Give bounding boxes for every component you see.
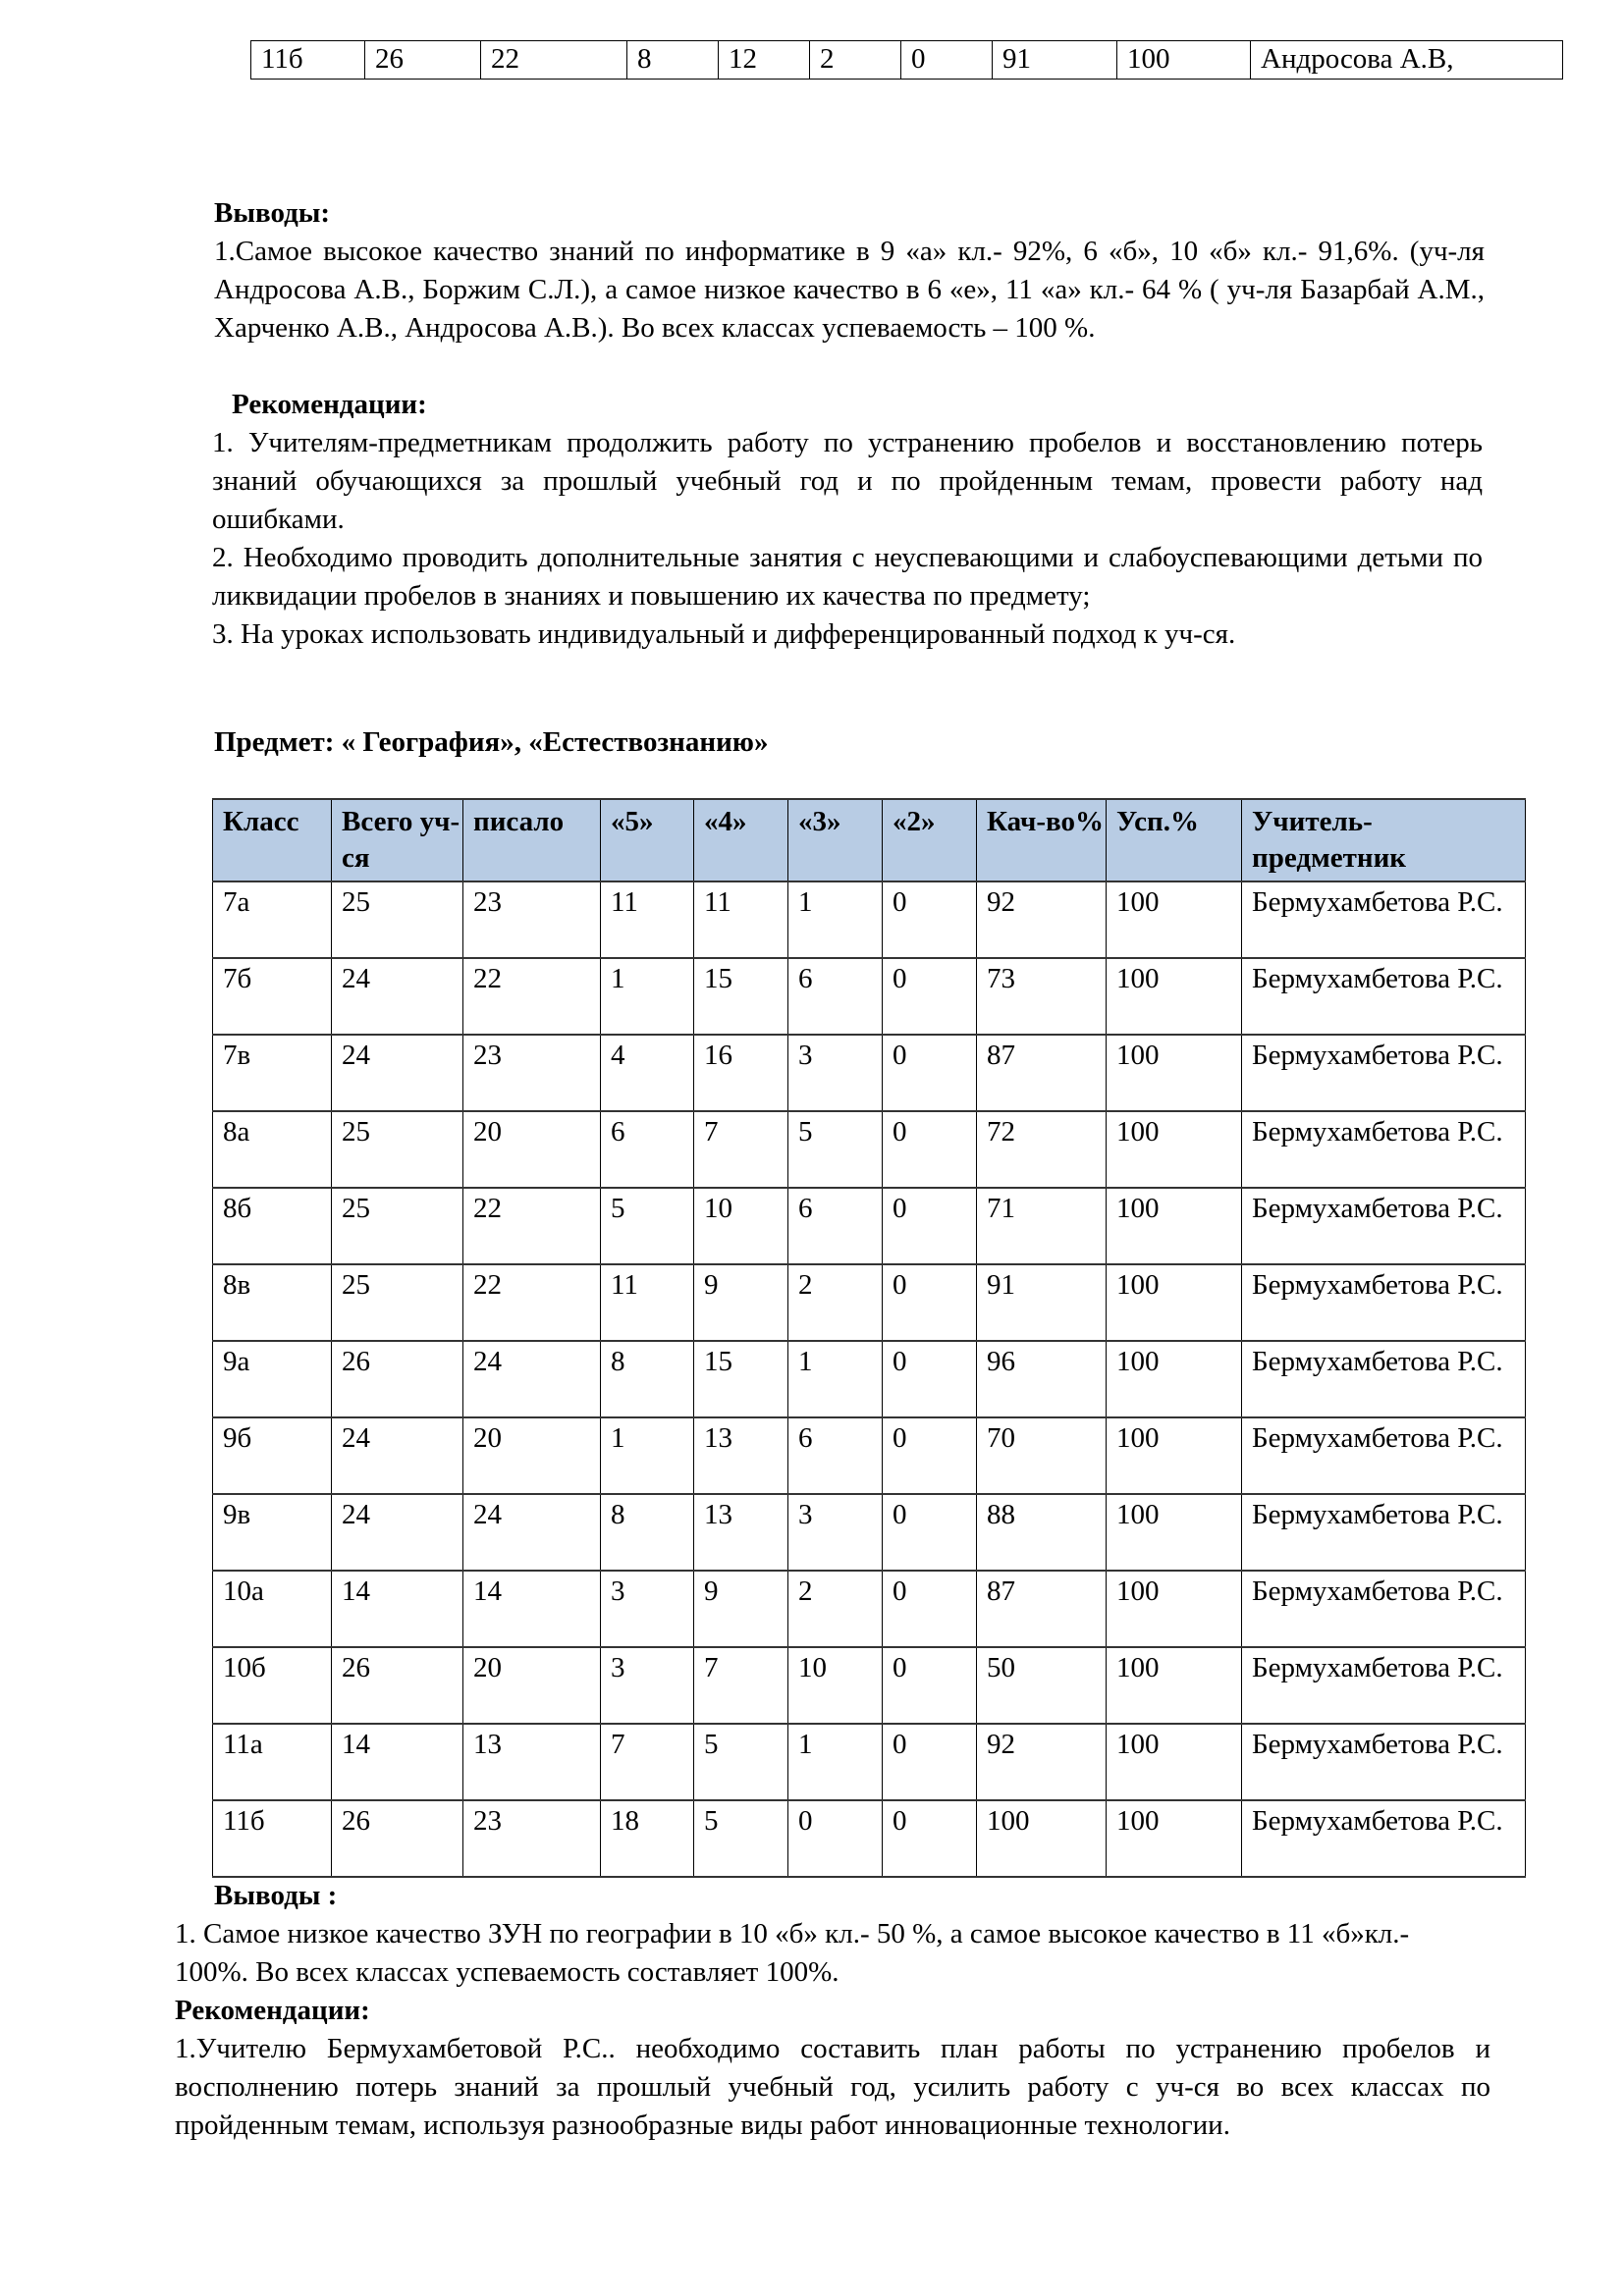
header-success: Усп.% <box>1107 799 1242 881</box>
cell-grade2: 0 <box>883 1494 977 1571</box>
cell-grade3: 1 <box>788 1341 883 1417</box>
cell-total: 25 <box>332 881 463 958</box>
cell-grade2: 0 <box>883 1035 977 1111</box>
cell-teacher: Бермухамбетова Р.С. <box>1242 1571 1526 1647</box>
cell-quality: 96 <box>977 1341 1107 1417</box>
table-header-row <box>213 799 1526 881</box>
cell-success: 100 <box>1107 1188 1242 1264</box>
cell-grade4: 9 <box>694 1264 788 1341</box>
cell-wrote: 22 <box>463 958 601 1035</box>
cell-teacher: Бермухамбетова Р.С. <box>1242 1111 1526 1188</box>
subject-heading: Предмет: « География», «Естествознанию» <box>214 726 769 758</box>
cell-total: 26 <box>332 1647 463 1724</box>
cell-grade4: 13 <box>694 1417 788 1494</box>
cell-grade4: 9 <box>694 1571 788 1647</box>
cell-grade4: 5 <box>694 1724 788 1800</box>
cell-class: 10б <box>213 1647 332 1724</box>
header-grade3: «3» <box>788 799 883 881</box>
cell-grade5: 5 <box>601 1188 694 1264</box>
conclusions-heading: Выводы: <box>214 197 331 229</box>
cell-wrote: 22 <box>463 1188 601 1264</box>
cell-grade3: 6 <box>788 1188 883 1264</box>
cell-class: 11а <box>213 1724 332 1800</box>
cell-teacher: Бермухамбетова Р.С. <box>1242 958 1526 1035</box>
cell-grade3: 2 <box>788 1571 883 1647</box>
table-row <box>213 1800 1526 1877</box>
cell-grade3: 5 <box>788 1111 883 1188</box>
cell-grade5: 1 <box>601 958 694 1035</box>
cell-grade2: 0 <box>883 1571 977 1647</box>
cell-class: 8в <box>213 1264 332 1341</box>
cell-grade5: 8 <box>601 1341 694 1417</box>
cell-grade3: 6 <box>788 958 883 1035</box>
header-total: Всего уч-ся <box>332 799 463 881</box>
table-row <box>213 1188 1526 1264</box>
table-row <box>213 1111 1526 1188</box>
cell-grade3: 3 <box>788 1494 883 1571</box>
section1-conclusions <box>214 194 1485 347</box>
cell-grade2: 0 <box>883 1724 977 1800</box>
cell-class: 11б <box>251 41 365 80</box>
table-row <box>251 41 1563 80</box>
cell-quality: 72 <box>977 1111 1107 1188</box>
cell-class: 9б <box>213 1417 332 1494</box>
table-row <box>213 1494 1526 1571</box>
cell-wrote: 22 <box>463 1264 601 1341</box>
cell-grade5: 1 <box>601 1417 694 1494</box>
cell-wrote: 13 <box>463 1724 601 1800</box>
cell-grade4: 16 <box>694 1035 788 1111</box>
cell-teacher: Бермухамбетова Р.С. <box>1242 1341 1526 1417</box>
table-row <box>213 1264 1526 1341</box>
cell-grade3: 1 <box>788 1724 883 1800</box>
cell-wrote: 23 <box>463 1800 601 1877</box>
cell-success: 100 <box>1107 1494 1242 1571</box>
cell-grade4: 7 <box>694 1111 788 1188</box>
cell-quality: 91 <box>977 1264 1107 1341</box>
cell-grade3: 2 <box>788 1264 883 1341</box>
section1-recommendations <box>212 386 1483 654</box>
cell-wrote: 14 <box>463 1571 601 1647</box>
cell-class: 7в <box>213 1035 332 1111</box>
cell-success: 100 <box>1107 1341 1242 1417</box>
cell-success: 100 <box>1107 1724 1242 1800</box>
cell-success: 100 <box>1117 41 1251 80</box>
recommendation-item: 1. Учителям-предметникам продолжить работу по устранению пробелов и восстановлению потерь знаний обучающихся за прошлый учебный год и по пройденным темам, провести работу над ошибками. <box>212 427 1483 535</box>
cell-grade5: 11 <box>601 881 694 958</box>
cell-grade5: 3 <box>601 1571 694 1647</box>
cell-grade3: 1 <box>788 881 883 958</box>
cell-quality: 70 <box>977 1417 1107 1494</box>
cell-class: 8а <box>213 1111 332 1188</box>
cell-success: 100 <box>1107 1264 1242 1341</box>
table-row <box>213 1417 1526 1494</box>
cell-wrote: 22 <box>481 41 627 80</box>
table-row <box>213 958 1526 1035</box>
cell-grade3: 3 <box>788 1035 883 1111</box>
conclusions-heading: Выводы : <box>214 1880 338 1911</box>
table-row <box>213 881 1526 958</box>
cell-success: 100 <box>1107 1571 1242 1647</box>
cell-grade4: 11 <box>694 881 788 958</box>
table-body <box>213 881 1526 1877</box>
recommendations-heading: Рекомендации: <box>232 389 427 420</box>
cell-success: 100 <box>1107 958 1242 1035</box>
cell-class: 8б <box>213 1188 332 1264</box>
cell-grade5: 18 <box>601 1800 694 1877</box>
cell-class: 7б <box>213 958 332 1035</box>
cell-grade2: 0 <box>901 41 993 80</box>
table-row <box>213 1035 1526 1111</box>
header-grade2: «2» <box>883 799 977 881</box>
header-quality: Кач-во% <box>977 799 1107 881</box>
cell-quality: 92 <box>977 1724 1107 1800</box>
cell-grade4: 10 <box>694 1188 788 1264</box>
cell-grade4: 15 <box>694 1341 788 1417</box>
recommendation-item: 2. Необходимо проводить дополнительные занятия с неуспевающими и слабоуспевающими детьми по ликвидации пробелов в знаниях и повышению их качества по предмету; <box>212 542 1483 612</box>
cell-grade3: 6 <box>788 1417 883 1494</box>
cell-wrote: 20 <box>463 1417 601 1494</box>
cell-grade2: 0 <box>883 1111 977 1188</box>
cell-class: 10а <box>213 1571 332 1647</box>
cell-wrote: 23 <box>463 881 601 958</box>
cell-total: 14 <box>332 1571 463 1647</box>
cell-grade2: 0 <box>883 958 977 1035</box>
cell-grade2: 0 <box>883 1341 977 1417</box>
cell-class: 11б <box>213 1800 332 1877</box>
cell-teacher: Бермухамбетова Р.С. <box>1242 1724 1526 1800</box>
conclusions-text: 1. Самое низкое качество ЗУН по географии в 10 «б» кл.- 50 %, а самое высокое качество в 11 «б»кл.- 100%. Во всех классах успеваемость составляет 100%. <box>175 1918 1410 1988</box>
cell-class: 7а <box>213 881 332 958</box>
section2-conclusions-heading-wrap <box>214 1877 1485 1915</box>
cell-success: 100 <box>1107 1800 1242 1877</box>
table-row <box>213 1647 1526 1724</box>
table-row <box>213 1341 1526 1417</box>
cell-teacher: Бермухамбетова Р.С. <box>1242 1035 1526 1111</box>
cell-success: 100 <box>1107 1035 1242 1111</box>
header-grade4: «4» <box>694 799 788 881</box>
cell-quality: 73 <box>977 958 1107 1035</box>
cell-teacher: Бермухамбетова Р.С. <box>1242 1800 1526 1877</box>
cell-total: 24 <box>332 1417 463 1494</box>
cell-teacher: Бермухамбетова Р.С. <box>1242 881 1526 958</box>
cell-quality: 88 <box>977 1494 1107 1571</box>
cell-grade2: 0 <box>883 1417 977 1494</box>
conclusions-text: 1.Самое высокое качество знаний по информатике в 9 «а» кл.- 92%, 6 «б», 10 «б» кл.- 91,6%. (уч-ля Андросова А.В., Боржим С.Л.), а самое низкое качество в 6 «е», 11 «а» кл.- 64 % ( уч-ля Базарбай А.М., Харченко А.В., Андросова А.В.). Во всех классах успеваемость – 100 %. <box>214 236 1485 344</box>
header-class: Класс <box>213 799 332 881</box>
cell-grade5: 8 <box>627 41 719 80</box>
cell-wrote: 23 <box>463 1035 601 1111</box>
cell-teacher: Андросова А.В, <box>1251 41 1563 80</box>
cell-total: 25 <box>332 1111 463 1188</box>
header-grade5: «5» <box>601 799 694 881</box>
cell-grade4: 12 <box>719 41 810 80</box>
cell-wrote: 24 <box>463 1341 601 1417</box>
cell-grade4: 13 <box>694 1494 788 1571</box>
cell-teacher: Бермухамбетова Р.С. <box>1242 1188 1526 1264</box>
cell-wrote: 20 <box>463 1111 601 1188</box>
recommendations-heading: Рекомендации: <box>175 1995 370 2026</box>
cell-teacher: Бермухамбетова Р.С. <box>1242 1417 1526 1494</box>
cell-quality: 91 <box>993 41 1117 80</box>
recommendation-item: 3. На уроках использовать индивидуальный и дифференцированный подход к уч-ся. <box>212 618 1236 650</box>
cell-grade5: 6 <box>601 1111 694 1188</box>
cell-success: 100 <box>1107 1647 1242 1724</box>
cell-grade3: 0 <box>788 1800 883 1877</box>
cell-quality: 71 <box>977 1188 1107 1264</box>
cell-grade4: 15 <box>694 958 788 1035</box>
cell-total: 26 <box>332 1800 463 1877</box>
cell-grade4: 7 <box>694 1647 788 1724</box>
cell-grade5: 4 <box>601 1035 694 1111</box>
cell-grade2: 0 <box>883 1264 977 1341</box>
cell-success: 100 <box>1107 881 1242 958</box>
recommendations-text: 1.Учителю Бермухамбетовой Р.С.. необходимо составить план работы по устранению пробелов и восполнению потерь знаний за прошлый учебный год, усилить работу с уч-ся во всех классах по пройденным темам, используя разнообразные виды работ инновационные технологии. <box>175 2033 1490 2141</box>
cell-success: 100 <box>1107 1417 1242 1494</box>
cell-total: 25 <box>332 1264 463 1341</box>
geography-results-table <box>212 798 1526 1878</box>
cell-grade5: 7 <box>601 1724 694 1800</box>
header-teacher: Учитель-предметник <box>1242 799 1526 881</box>
header-wrote: писало <box>463 799 601 881</box>
cell-quality: 100 <box>977 1800 1107 1877</box>
cell-total: 24 <box>332 1494 463 1571</box>
cell-grade5: 3 <box>601 1647 694 1724</box>
informatics-table-tail <box>250 40 1563 80</box>
table-row <box>213 1724 1526 1800</box>
section2-body <box>175 1915 1490 2145</box>
table-row <box>213 1571 1526 1647</box>
cell-total: 14 <box>332 1724 463 1800</box>
cell-grade3: 2 <box>810 41 901 80</box>
cell-wrote: 24 <box>463 1494 601 1571</box>
cell-grade2: 0 <box>883 1188 977 1264</box>
cell-total: 26 <box>332 1341 463 1417</box>
cell-grade5: 8 <box>601 1494 694 1571</box>
cell-grade4: 5 <box>694 1800 788 1877</box>
cell-teacher: Бермухамбетова Р.С. <box>1242 1647 1526 1724</box>
cell-grade5: 11 <box>601 1264 694 1341</box>
cell-total: 24 <box>332 1035 463 1111</box>
cell-teacher: Бермухамбетова Р.С. <box>1242 1494 1526 1571</box>
cell-quality: 87 <box>977 1571 1107 1647</box>
cell-grade2: 0 <box>883 1800 977 1877</box>
cell-wrote: 20 <box>463 1647 601 1724</box>
cell-teacher: Бермухамбетова Р.С. <box>1242 1264 1526 1341</box>
cell-total: 25 <box>332 1188 463 1264</box>
cell-grade2: 0 <box>883 881 977 958</box>
cell-class: 9а <box>213 1341 332 1417</box>
cell-grade3: 10 <box>788 1647 883 1724</box>
cell-class: 9в <box>213 1494 332 1571</box>
cell-grade2: 0 <box>883 1647 977 1724</box>
cell-quality: 50 <box>977 1647 1107 1724</box>
cell-quality: 87 <box>977 1035 1107 1111</box>
cell-total: 24 <box>332 958 463 1035</box>
cell-success: 100 <box>1107 1111 1242 1188</box>
cell-total: 26 <box>365 41 481 80</box>
cell-quality: 92 <box>977 881 1107 958</box>
